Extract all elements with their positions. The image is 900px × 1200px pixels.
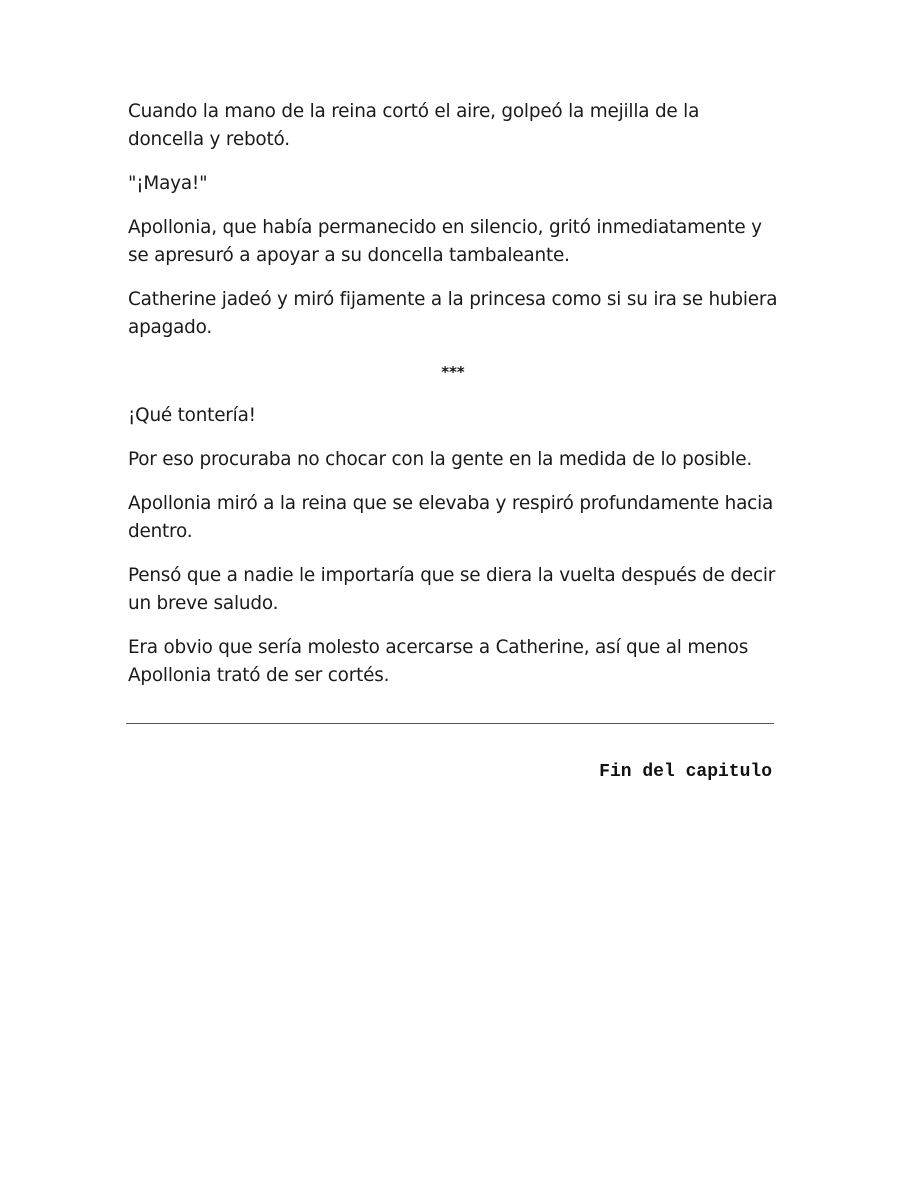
paragraph: Pensó que a nadie le importaría que se diera la vuelta después de decir un breve saludo.	[128, 565, 776, 614]
paragraph: Por eso procuraba no chocar con la gente en la medida de lo posible.	[128, 449, 753, 470]
paragraph: ¡Qué tontería!	[128, 405, 256, 426]
horizontal-divider	[126, 723, 774, 724]
paragraph: "¡Maya!"	[128, 173, 208, 194]
paragraph: Era obvio que sería molesto acercarse a Catherine, así que al menos Apollonia trató de ser cortés.	[128, 637, 749, 686]
chapter-text	[128, 98, 778, 706]
paragraph: Apollonia, que había permanecido en silencio, gritó inmediatamente y se apresuró a apoyar a su doncella tambaleante.	[128, 217, 762, 266]
chapter-end-label: Fin del capitulo	[599, 762, 772, 782]
paragraph: Apollonia miró a la reina que se elevaba y respiró profundamente hacia dentro.	[128, 493, 774, 542]
paragraph: Catherine jadeó y miró fijamente a la princesa como si su ira se hubiera apagado.	[128, 289, 778, 338]
scene-separator: ***	[441, 363, 465, 381]
paragraph: Cuando la mano de la reina cortó el aire, golpeó la mejilla de la doncella y rebotó.	[128, 101, 700, 150]
